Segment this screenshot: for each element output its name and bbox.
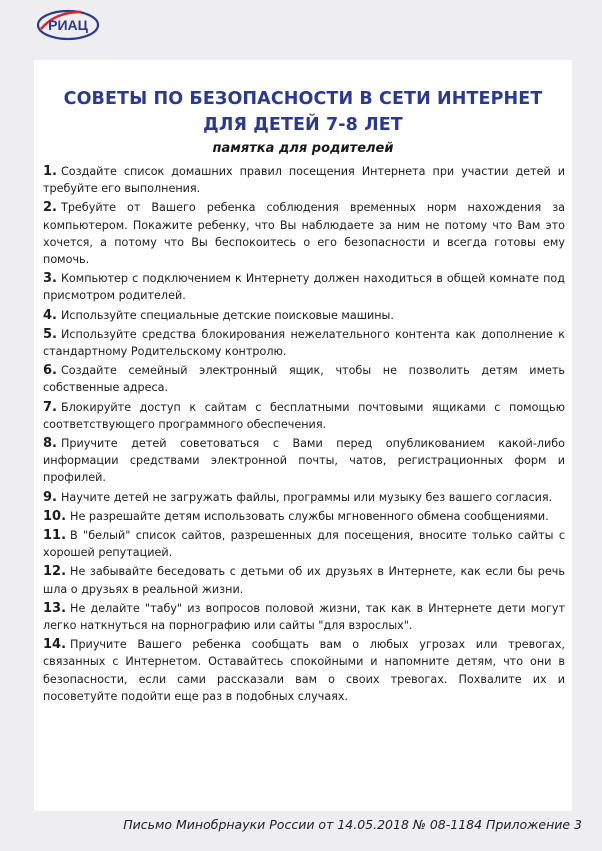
- list-item: [43, 163, 565, 197]
- item-number: 5.: [43, 326, 57, 342]
- item-number: 4.: [43, 307, 57, 323]
- item-number: 9.: [43, 489, 57, 505]
- item-text: Требуйте от Вашего ребенка соблюдения временных норм нахождения за компьютером. Покажите ребенку, что Вы наблюдаете за ним не потому что Вам это хочется, а потому что Вы беспокоитесь о его безопасности и всегда готовы ему помочь.: [43, 201, 565, 267]
- title-line-2: ДЛЯ ДЕТЕЙ 7-8 ЛЕТ: [203, 115, 403, 135]
- list-item: [43, 307, 565, 324]
- item-text: Создайте семейный электронный ящик, чтобы не позволить детям иметь собственные адреса.: [43, 364, 565, 395]
- item-number: 10.: [43, 508, 67, 524]
- list-item: [43, 435, 565, 487]
- item-number: 3.: [43, 271, 57, 287]
- item-number: 6.: [43, 363, 57, 379]
- item-text: Приучите детей советоваться с Вами перед опубликованием какой-либо информации средствами электронной почты, чатов, регистрационных форм и профилей.: [43, 437, 565, 485]
- item-text: Компьютер с подключением к Интернету должен находиться в общей комнате под присмотром родителей.: [43, 272, 565, 303]
- list-item: [43, 563, 565, 597]
- list-item: [43, 508, 565, 525]
- item-text: Используйте специальные детские поисковые машины.: [60, 308, 394, 322]
- document-page: [34, 60, 572, 811]
- page-subtitle: памятка для родителей: [212, 141, 394, 156]
- list-item: [43, 399, 565, 433]
- footer-reference: Письмо Минобрнауки России от 14.05.2018 № 08-1184 Приложение 3: [123, 817, 582, 832]
- riac-logo: [35, 8, 101, 42]
- list-item: [43, 270, 565, 304]
- advice-list: [43, 163, 565, 707]
- item-number: 2.: [43, 200, 57, 216]
- item-number: 7.: [43, 399, 57, 415]
- page-title: [34, 86, 572, 138]
- list-item: [43, 199, 565, 268]
- item-number: 11.: [43, 528, 67, 544]
- item-text: Не делайте "табу" из вопросов половой жизни, так как в Интернете дети могут легко наткнуться на порнографию или сайты "для взрослых".: [43, 601, 565, 633]
- item-text: В "белый" список сайтов, разрешенных для посещения, вносите только сайты с хорошей репутацией.: [43, 529, 565, 560]
- item-number: 13.: [43, 600, 67, 616]
- item-number: 8.: [43, 436, 57, 452]
- item-text: Используйте средства блокирования нежелательного контента как дополнение к стандартному Родительскому контролю.: [43, 327, 565, 359]
- item-number: 14.: [43, 637, 67, 653]
- logo-text: РИАЦ: [48, 17, 88, 33]
- item-text: Создайте список домашних правил посещения Интернета при участии детей и требуйте его выполнения.: [43, 165, 565, 196]
- list-item: [43, 489, 565, 506]
- item-text: Приучите Вашего ребенка сообщать вам о любых угрозах или тревогах, связанных с Интернетом. Оставайтесь спокойными и напомните детям, что они в безопасности, если сами рассказали вам о своих тревогах. Похвалите их и посоветуйте подойти еще раз в подобных случаях.: [43, 638, 565, 703]
- list-item: [43, 600, 565, 634]
- item-text: Не забывайте беседовать с детьми об их друзьях в Интернете, как если бы речь шла о друзьях в реальной жизни.: [43, 565, 565, 596]
- item-number: 12.: [43, 564, 67, 580]
- item-text: Блокируйте доступ к сайтам с бесплатными почтовыми ящиками с помощью соответствующего программного обеспечения.: [43, 400, 565, 431]
- list-item: [43, 636, 565, 705]
- item-text: Не разрешайте детям использовать службы мгновенного обмена сообщениями.: [70, 509, 549, 523]
- list-item: [43, 362, 565, 396]
- list-item: [43, 326, 565, 360]
- item-text: Научите детей не загружать файлы, программы или музыку без вашего согласия.: [60, 490, 553, 504]
- title-line-1: СОВЕТЫ ПО БЕЗОПАСНОСТИ В СЕТИ ИНТЕРНЕТ: [63, 89, 543, 109]
- item-number: 1.: [43, 164, 57, 179]
- list-item: [43, 527, 565, 561]
